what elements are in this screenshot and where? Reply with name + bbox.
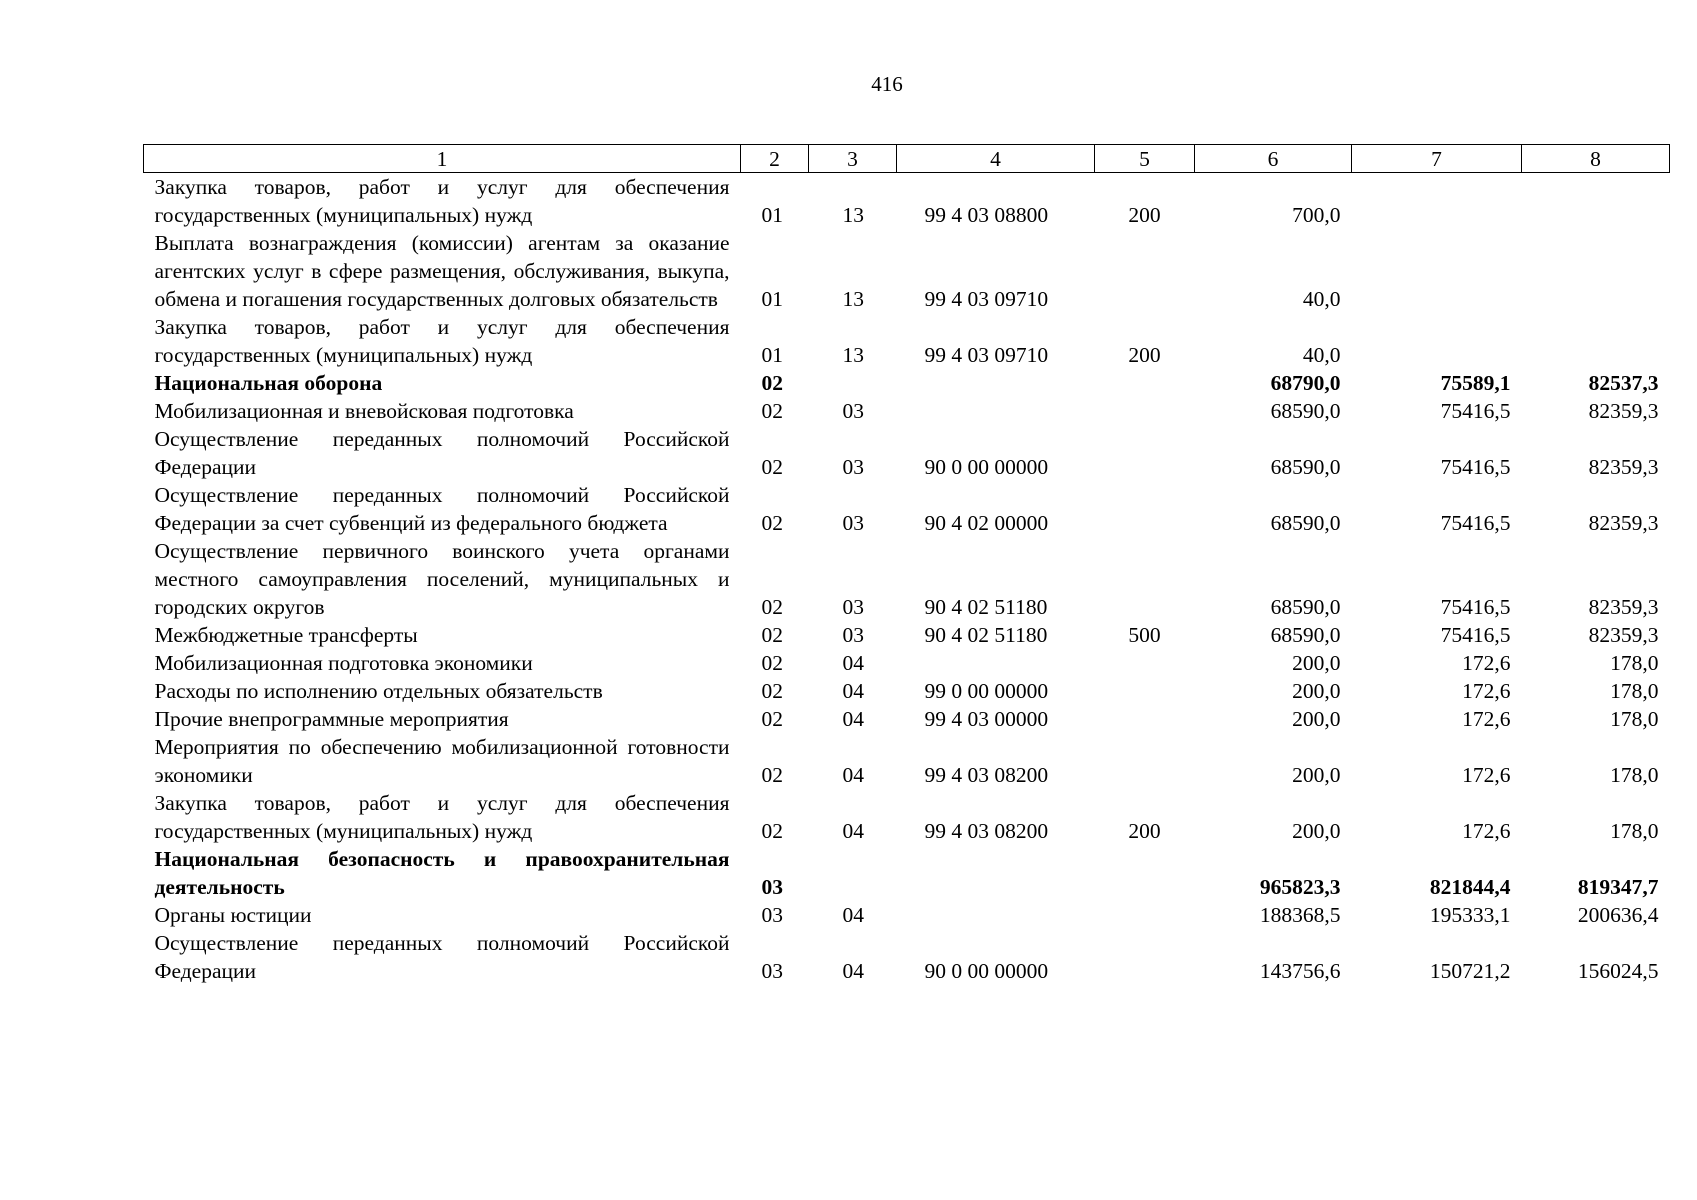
target-article-code [897, 649, 1095, 677]
section-code: 02 [761, 651, 783, 675]
header-row [144, 145, 1670, 173]
amount-col-6: 68590,0 [1270, 623, 1341, 647]
section-code: 01 [761, 203, 783, 227]
amount-col-6: 700,0 [1292, 203, 1341, 227]
expense-type-code [1095, 425, 1195, 481]
amount-col-8: 82359,3 [1588, 399, 1659, 423]
subsection-code: 04 [842, 707, 864, 731]
amount-col-6: 200,0 [1292, 651, 1341, 675]
section-code: 02 [761, 595, 783, 619]
section-code: 03 [761, 903, 783, 927]
target-article-code: 99 4 03 09710 [924, 343, 1049, 367]
subsection-code: 03 [842, 511, 864, 535]
amount-col-7: 172,6 [1462, 679, 1511, 703]
item-name: Осуществление переданных полномочий Российской Федерации [154, 931, 730, 983]
amount-col-7: 75416,5 [1440, 511, 1511, 535]
amount-col-7: 75416,5 [1440, 455, 1511, 479]
subsection-code: 13 [842, 343, 864, 367]
table-row [144, 789, 1670, 845]
amount-col-6: 143756,6 [1259, 959, 1341, 983]
amount-col-8: 200636,4 [1577, 903, 1659, 927]
amount-col-7: 172,6 [1462, 707, 1511, 731]
expense-type-code [1095, 649, 1195, 677]
target-article-code: 90 4 02 51180 [924, 623, 1048, 647]
expense-type-code [1095, 705, 1195, 733]
subsection-code [809, 845, 897, 901]
budget-table [143, 144, 1670, 985]
amount-col-6: 200,0 [1292, 819, 1341, 843]
section-code: 02 [761, 679, 783, 703]
amount-col-8: 178,0 [1610, 763, 1659, 787]
section-code: 02 [761, 455, 783, 479]
subsection-code: 04 [842, 679, 864, 703]
page-number: 416 [871, 72, 903, 96]
item-name: Мероприятия по обеспечению мобилизационной готовности экономики [154, 735, 730, 787]
expense-type-code [1095, 537, 1195, 621]
target-article-code [897, 369, 1095, 397]
item-name: Мобилизационная подготовка экономики [154, 651, 533, 675]
amount-col-7: 172,6 [1462, 819, 1511, 843]
table-row [144, 229, 1670, 313]
subsection-code [809, 369, 897, 397]
section-code: 02 [761, 623, 783, 647]
expense-type-code [1095, 229, 1195, 313]
table-row [144, 901, 1670, 929]
amount-col-6: 68790,0 [1270, 371, 1341, 395]
target-article-code [897, 901, 1095, 929]
target-article-code: 90 4 02 00000 [924, 511, 1049, 535]
item-name: Органы юстиции [154, 903, 312, 927]
amount-col-8 [1522, 173, 1670, 230]
amount-col-8: 178,0 [1610, 819, 1659, 843]
expense-type-code: 500 [1128, 623, 1161, 647]
amount-col-7: 172,6 [1462, 651, 1511, 675]
expense-type-code [1095, 369, 1195, 397]
amount-col-6: 68590,0 [1270, 455, 1341, 479]
expense-type-code [1095, 733, 1195, 789]
amount-col-8: 82359,3 [1588, 455, 1659, 479]
item-name: Осуществление первичного воинского учета органами местного самоуправления поселений, муниципальных и городских округов [154, 539, 730, 619]
amount-col-6: 188368,5 [1259, 903, 1341, 927]
amount-col-8: 82359,3 [1588, 623, 1659, 647]
expense-type-code: 200 [1128, 343, 1161, 367]
table-row [144, 705, 1670, 733]
table-row [144, 173, 1670, 230]
amount-col-7: 195333,1 [1429, 903, 1511, 927]
amount-col-8 [1522, 229, 1670, 313]
subsection-code: 03 [842, 399, 864, 423]
table-row [144, 929, 1670, 985]
amount-col-8: 156024,5 [1577, 959, 1659, 983]
table-row [144, 677, 1670, 705]
item-name: Выплата вознаграждения (комиссии) агентам за оказание агентских услуг в сфере размещения, обслуживания, выкупа, обмена и погашения государственных долговых обязательств [154, 231, 730, 311]
expense-type-code: 200 [1128, 819, 1161, 843]
expense-type-code: 200 [1128, 203, 1161, 227]
header-col-3: 3 [809, 145, 897, 173]
header-col-8: 8 [1522, 145, 1670, 173]
table-row [144, 397, 1670, 425]
amount-col-7: 821844,4 [1429, 875, 1511, 899]
target-article-code: 99 4 03 00000 [924, 707, 1049, 731]
amount-col-8: 82359,3 [1588, 511, 1659, 535]
section-code: 02 [761, 819, 783, 843]
table-row [144, 733, 1670, 789]
target-article-code: 99 4 03 08200 [924, 763, 1049, 787]
subsection-code: 04 [842, 763, 864, 787]
target-article-code: 99 4 03 08200 [924, 819, 1049, 843]
item-name: Национальная оборона [154, 371, 383, 395]
section-code: 01 [761, 287, 783, 311]
item-name: Межбюджетные трансферты [154, 623, 418, 647]
table-row [144, 621, 1670, 649]
item-name: Осуществление переданных полномочий Российской Федерации за счет субвенций из федерального бюджета [154, 483, 730, 535]
amount-col-8: 178,0 [1610, 651, 1659, 675]
amount-col-6: 200,0 [1292, 679, 1341, 703]
expense-type-code [1095, 397, 1195, 425]
subsection-code: 04 [842, 959, 864, 983]
subsection-code: 03 [842, 455, 864, 479]
table-row [144, 481, 1670, 537]
amount-col-7: 75416,5 [1440, 595, 1511, 619]
item-name: Расходы по исполнению отдельных обязательств [154, 679, 603, 703]
section-code: 02 [761, 399, 783, 423]
table-header [144, 145, 1670, 173]
header-col-1: 1 [144, 145, 741, 173]
subsection-code: 04 [842, 903, 864, 927]
subsection-code: 13 [842, 203, 864, 227]
item-name: Мобилизационная и вневойсковая подготовка [154, 399, 574, 423]
subsection-code: 04 [842, 819, 864, 843]
target-article-code [897, 845, 1095, 901]
subsection-code: 13 [842, 287, 864, 311]
header-col-5: 5 [1095, 145, 1195, 173]
target-article-code: 99 4 03 09710 [924, 287, 1049, 311]
amount-col-7: 75416,5 [1440, 399, 1511, 423]
header-col-7: 7 [1352, 145, 1522, 173]
section-code: 02 [761, 763, 783, 787]
item-name: Осуществление переданных полномочий Российской Федерации [154, 427, 730, 479]
subsection-code: 03 [842, 623, 864, 647]
section-code: 02 [761, 371, 783, 395]
expense-type-code [1095, 929, 1195, 985]
section-code: 03 [761, 875, 783, 899]
subsection-code: 03 [842, 595, 864, 619]
amount-col-6: 40,0 [1302, 343, 1341, 367]
table-row [144, 649, 1670, 677]
expense-type-code [1095, 481, 1195, 537]
amount-col-6: 200,0 [1292, 763, 1341, 787]
subsection-code: 04 [842, 651, 864, 675]
amount-col-8 [1522, 313, 1670, 369]
item-name: Закупка товаров, работ и услуг для обеспечения государственных (муниципальных) нужд [154, 175, 730, 227]
amount-col-7: 172,6 [1462, 763, 1511, 787]
amount-col-8: 82537,3 [1588, 371, 1659, 395]
amount-col-7 [1352, 173, 1522, 230]
table-body [144, 173, 1670, 986]
expense-type-code [1095, 677, 1195, 705]
table-row [144, 313, 1670, 369]
amount-col-7: 75589,1 [1440, 371, 1511, 395]
item-name: Прочие внепрограммные мероприятия [154, 707, 509, 731]
header-col-4: 4 [897, 145, 1095, 173]
amount-col-8: 178,0 [1610, 707, 1659, 731]
expense-type-code [1095, 901, 1195, 929]
item-name: Закупка товаров, работ и услуг для обеспечения государственных (муниципальных) нужд [154, 315, 730, 367]
amount-col-7: 75416,5 [1440, 623, 1511, 647]
table-row [144, 537, 1670, 621]
table-row [144, 369, 1670, 397]
amount-col-7: 150721,2 [1429, 959, 1511, 983]
section-code: 01 [761, 343, 783, 367]
amount-col-6: 40,0 [1302, 287, 1341, 311]
amount-col-6: 965823,3 [1259, 875, 1341, 899]
section-code: 03 [761, 959, 783, 983]
table-row [144, 845, 1670, 901]
item-name: Закупка товаров, работ и услуг для обеспечения государственных (муниципальных) нужд [154, 791, 730, 843]
amount-col-8: 178,0 [1610, 679, 1659, 703]
target-article-code: 90 4 02 51180 [924, 595, 1048, 619]
target-article-code: 99 0 00 00000 [924, 679, 1049, 703]
amount-col-7 [1352, 313, 1522, 369]
expense-type-code [1095, 845, 1195, 901]
item-name: Национальная безопасность и правоохранительная деятельность [154, 847, 730, 899]
header-col-6: 6 [1195, 145, 1352, 173]
amount-col-6: 200,0 [1292, 707, 1341, 731]
target-article-code [897, 397, 1095, 425]
section-code: 02 [761, 707, 783, 731]
table-row [144, 425, 1670, 481]
amount-col-7 [1352, 229, 1522, 313]
target-article-code: 99 4 03 08800 [924, 203, 1049, 227]
header-col-2: 2 [741, 145, 809, 173]
amount-col-6: 68590,0 [1270, 511, 1341, 535]
amount-col-6: 68590,0 [1270, 399, 1341, 423]
amount-col-8: 82359,3 [1588, 595, 1659, 619]
target-article-code: 90 0 00 00000 [924, 455, 1049, 479]
amount-col-8: 819347,7 [1577, 875, 1659, 899]
amount-col-6: 68590,0 [1270, 595, 1341, 619]
target-article-code: 90 0 00 00000 [924, 959, 1049, 983]
section-code: 02 [761, 511, 783, 535]
